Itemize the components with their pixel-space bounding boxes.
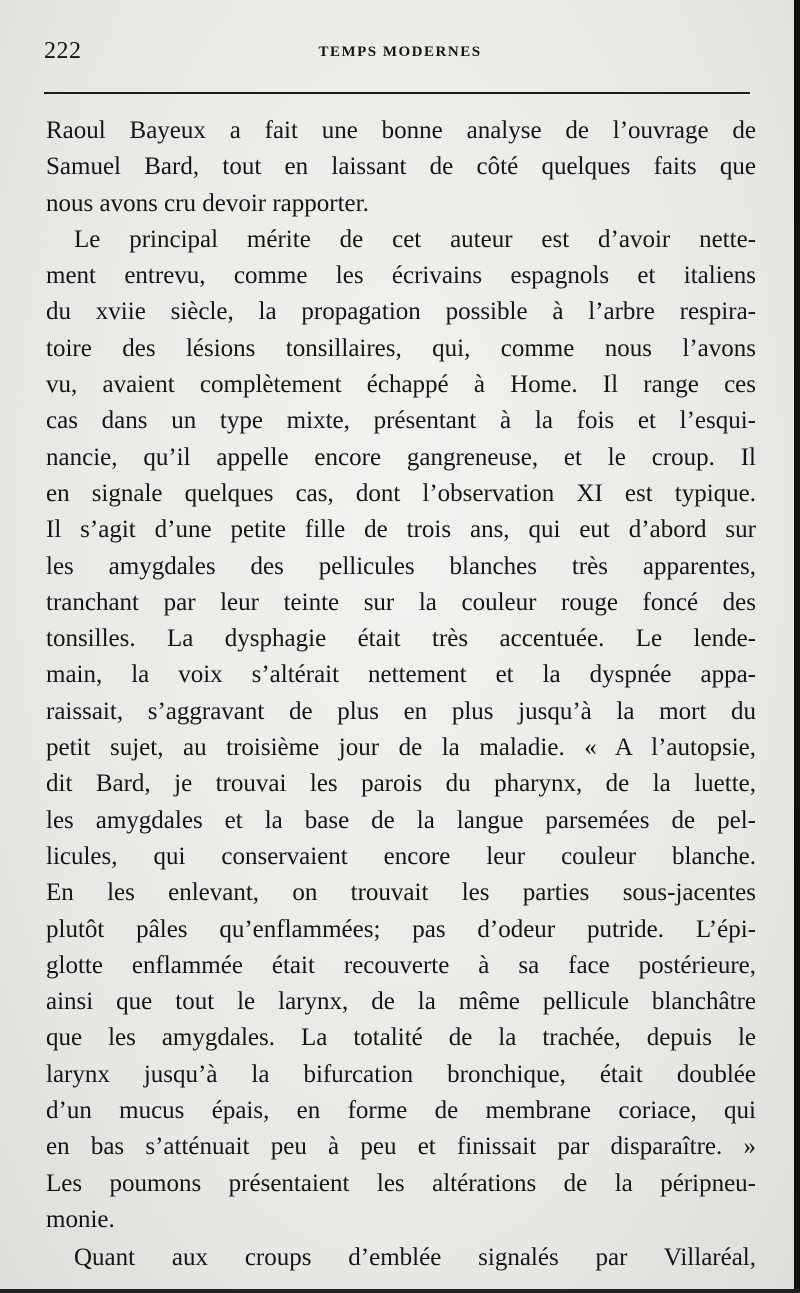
text-line: plutôt pâles qu’enflammées; pas d’odeur putride. L’épi- — [46, 915, 756, 943]
text-line: en bas s’atténuait peu à peu et finissait par disparaître. » — [46, 1133, 756, 1161]
text-line: que les amygdales. La totalité de la trachée, depuis le — [46, 1024, 756, 1052]
header-rule — [44, 92, 750, 94]
text-line: dit Bard, je trouvai les parois du pharynx, de la luette, — [46, 770, 756, 798]
body-text — [46, 113, 756, 1277]
page-header — [44, 38, 756, 68]
page-number: 222 — [44, 38, 82, 64]
text-line: toire des lésions tonsillaires, qui, comme nous l’avons — [46, 334, 756, 362]
text-line: Samuel Bard, tout en laissant de côté quelques faits que — [46, 153, 756, 181]
text-line: larynx jusqu’à la bifurcation bronchique, était doublée — [46, 1060, 756, 1088]
text-line: Le principal mérite de cet auteur est d’avoir nette- — [74, 225, 756, 253]
text-line: main, la voix s’altérait nettement et la dyspnée appa- — [46, 661, 756, 689]
text-line: licules, qui conservaient encore leur couleur blanche. — [46, 842, 756, 870]
text-line: raissait, s’aggravant de plus en plus jusqu’à la mort du — [46, 697, 756, 725]
text-line: petit sujet, au troisième jour de la maladie. « A l’autopsie, — [46, 734, 756, 762]
scan-edge — [794, 0, 800, 1293]
text-line: cas dans un type mixte, présentant à la fois et l’esqui- — [46, 407, 756, 435]
text-line: nancie, qu’il appelle encore gangreneuse, et le croup. Il — [46, 443, 756, 471]
text-line: En les enlevant, on trouvait les parties sous-jacentes — [46, 879, 756, 907]
text-line: tranchant par leur teinte sur la couleur rouge foncé des — [46, 588, 756, 616]
text-line: les amygdales et la base de la langue parsemées de pel- — [46, 806, 756, 834]
text-line: Il s’agit d’une petite fille de trois ans, qui eut d’abord sur — [46, 516, 756, 544]
text-line: les amygdales des pellicules blanches très apparentes, — [46, 552, 756, 580]
running-head: TEMPS MODERNES — [318, 44, 482, 60]
text-line: tonsilles. La dysphagie était très accentuée. Le lende- — [46, 625, 756, 653]
text-line: Les poumons présentaient les altérations de la péripneu- — [46, 1169, 756, 1197]
text-line: monie. — [46, 1205, 115, 1233]
text-line: d’un mucus épais, en forme de membrane coriace, qui — [46, 1097, 756, 1125]
text-line: glotte enflammée était recouverte à sa face postérieure, — [46, 951, 756, 979]
text-line: ainsi que tout le larynx, de la même pellicule blanchâtre — [46, 988, 756, 1016]
text-line: en signale quelques cas, dont l’observation XI est typique. — [46, 479, 756, 507]
text-line: du xviie siècle, la propagation possible à l’arbre respira- — [46, 298, 756, 326]
scan-edge — [0, 1289, 800, 1293]
text-line: Quant aux croups d’emblée signalés par Villaréal, — [74, 1244, 756, 1272]
text-line: nous avons cru devoir rapporter. — [46, 189, 369, 217]
text-line: Raoul Bayeux a fait une bonne analyse de l’ouvrage de — [46, 117, 756, 144]
text-line: ment entrevu, comme les écrivains espagnols et italiens — [46, 262, 756, 290]
text-line: vu, avaient complètement échappé à Home. Il range ces — [46, 371, 756, 399]
